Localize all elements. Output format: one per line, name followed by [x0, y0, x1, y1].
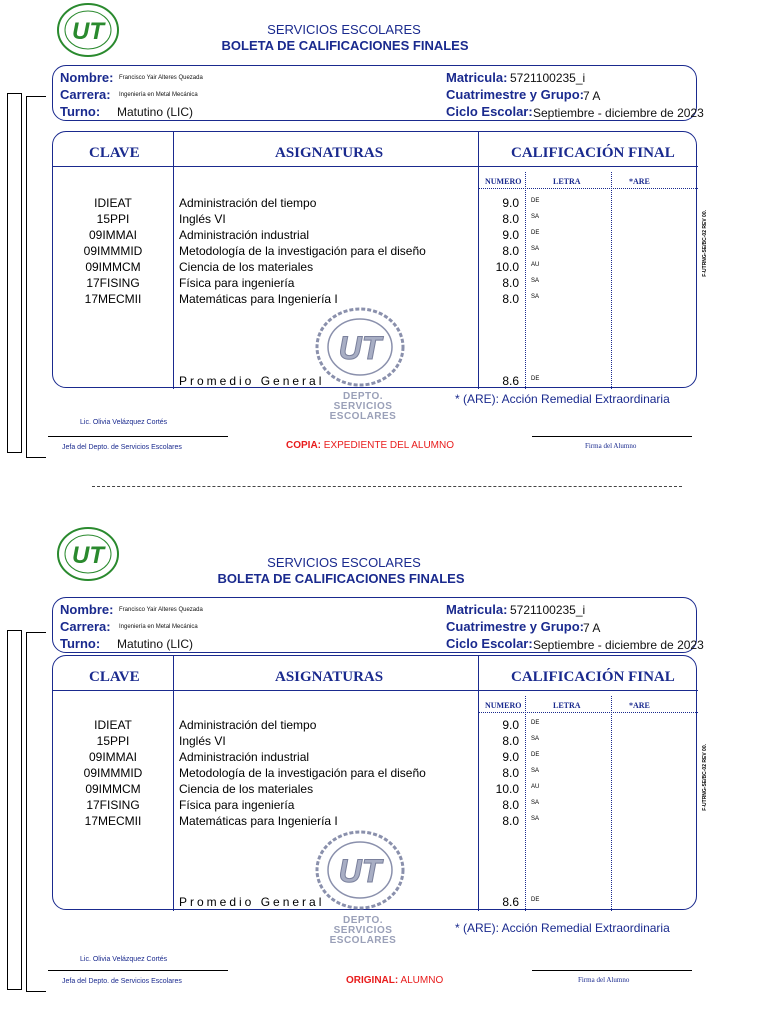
- numero-cell: 8.0: [502, 244, 519, 258]
- letra-cell: SA: [531, 246, 540, 252]
- cut-line: [92, 486, 682, 487]
- divider: [478, 712, 698, 713]
- are-note: * (ARE): Acción Remedial Extraordinaria: [455, 921, 670, 935]
- col-asignaturas-header: ASIGNATURAS: [275, 145, 384, 161]
- asignatura-cell: Matemáticas para Ingeniería I: [179, 814, 338, 828]
- nombre-label: Nombre:: [60, 602, 114, 617]
- stamp-line: SERVICIOS: [333, 925, 393, 936]
- carrera-label: Carrera:: [60, 87, 111, 102]
- svg-text:UT: UT: [72, 542, 104, 569]
- numero-cell: 8.0: [502, 292, 519, 306]
- asignatura-cell: Administración del tiempo: [179, 196, 317, 210]
- col-numero-header: NUMERO: [485, 701, 522, 710]
- carrera-value: Ingeniería en Metal Mecánica: [119, 624, 198, 630]
- numero-cell: 9.0: [502, 750, 519, 764]
- grupo-value: 7 A: [583, 89, 601, 103]
- divider: [478, 188, 698, 189]
- clave-cell: 17FISING: [86, 276, 140, 290]
- asignatura-cell: Física para ingeniería: [179, 798, 295, 812]
- signature-line: [48, 970, 228, 971]
- form-code: F-UTRNG-SE/BC-02 REV 00.: [702, 744, 708, 811]
- signer-title: Jefa del Depto. de Servicios Escolares: [62, 444, 182, 451]
- letra-cell: SA: [531, 800, 540, 806]
- form-code: F-UTRNG-SE/BC-02 REV 00.: [702, 210, 708, 277]
- carrera-value: Ingeniería en Metal Mecánica: [119, 92, 198, 98]
- table-row: [53, 212, 698, 228]
- nombre-label: Nombre:: [60, 70, 114, 85]
- numero-cell: 8.0: [502, 814, 519, 828]
- col-are-header: *ARE: [629, 701, 650, 710]
- are-note: * (ARE): Acción Remedial Extraordinaria: [455, 392, 670, 406]
- clave-cell: 17FISING: [86, 798, 140, 812]
- matricula-label: Matricula:: [446, 70, 508, 85]
- stamp-text: [318, 916, 408, 946]
- copy-type-text: ALUMNO: [398, 975, 444, 986]
- grupo-label: Cuatrimestre y Grupo:: [446, 619, 584, 634]
- student-signature-line: [532, 970, 692, 971]
- svg-text:UT: UT: [72, 18, 104, 45]
- numero-cell: 8.0: [502, 734, 519, 748]
- asignatura-cell: Administración del tiempo: [179, 718, 317, 732]
- col-calificacion-header: CALIFICACIÓN FINAL: [511, 669, 675, 685]
- table-row: [53, 782, 698, 798]
- grupo-value: 7 A: [583, 621, 601, 635]
- student-signature-label: Firma del Alumno: [578, 976, 630, 984]
- asignatura-cell: Administración industrial: [179, 228, 310, 242]
- clave-cell: 15PPI: [96, 212, 130, 226]
- asignatura-cell: Metodología de la investigación para el diseño: [179, 766, 426, 780]
- table-row: [53, 276, 698, 292]
- nombre-value: Francisco Yair Alteres Quezada: [119, 607, 203, 613]
- clave-cell: 09IMMCM: [85, 260, 141, 274]
- signer-title: Jefa del Depto. de Servicios Escolares: [62, 978, 182, 985]
- side-bracket: [7, 630, 22, 990]
- numero-cell: 8.0: [502, 766, 519, 780]
- asignatura-cell: Inglés VI: [179, 734, 226, 748]
- copy-type: [286, 440, 454, 451]
- clave-cell: 09IMMCM: [85, 782, 141, 796]
- student-info-box: [52, 597, 704, 653]
- letra-cell: DE: [531, 230, 540, 236]
- seal-stamp-icon: [314, 305, 406, 390]
- seal-stamp-icon: [314, 828, 406, 913]
- promedio-letra: DE: [531, 376, 540, 382]
- stamp-line: DEPTO.: [342, 915, 384, 926]
- table-row: [53, 798, 698, 814]
- stamp-text: [318, 392, 408, 422]
- header-line2: BOLETA DE CALIFICACIONES FINALES: [221, 38, 469, 53]
- matricula-value: 5721100235_i: [510, 603, 586, 617]
- table-row: [53, 228, 698, 244]
- letra-cell: SA: [531, 294, 540, 300]
- promedio-value: 8.6: [502, 895, 519, 909]
- ciclo-value: Septiembre - diciembre de 2023: [533, 638, 704, 652]
- numero-cell: 8.0: [502, 798, 519, 812]
- table-row: [53, 734, 698, 750]
- grupo-label: Cuatrimestre y Grupo:: [446, 87, 584, 102]
- asignatura-cell: Metodología de la investigación para el diseño: [179, 244, 426, 258]
- numero-cell: 10.0: [495, 782, 519, 796]
- divider: [53, 166, 698, 167]
- stamp-line: ESCOLARES: [329, 411, 397, 422]
- numero-cell: 9.0: [502, 718, 519, 732]
- ciclo-value: Septiembre - diciembre de 2023: [533, 106, 704, 120]
- col-are-header: *ARE: [629, 177, 650, 186]
- clave-cell: 09IMMAI: [88, 228, 137, 242]
- carrera-label: Carrera:: [60, 619, 111, 634]
- matricula-value: 5721100235_i: [510, 71, 586, 85]
- col-letra-header: LETRA: [553, 177, 581, 186]
- letra-cell: AU: [531, 784, 540, 790]
- asignatura-cell: Matemáticas para Ingeniería I: [179, 292, 338, 306]
- stamp-line: DEPTO.: [342, 391, 384, 402]
- divider: [53, 690, 698, 691]
- turno-label: Turno:: [60, 636, 101, 651]
- numero-cell: 8.0: [502, 212, 519, 226]
- svg-text:UT: UT: [338, 853, 382, 889]
- asignatura-cell: Administración industrial: [179, 750, 310, 764]
- table-row: [53, 750, 698, 766]
- clave-cell: 17MECMII: [84, 814, 142, 828]
- col-letra-header: LETRA: [553, 701, 581, 710]
- col-asignaturas-header: ASIGNATURAS: [275, 669, 384, 685]
- signer-name: Lic. Olivia Velázquez Cortés: [80, 419, 168, 426]
- copy-type: [346, 975, 443, 986]
- numero-cell: 8.0: [502, 276, 519, 290]
- asignatura-cell: Ciencia de los materiales: [179, 782, 314, 796]
- promedio-label: Promedio General: [179, 374, 325, 388]
- col-clave-header: CLAVE: [89, 669, 140, 685]
- letra-cell: SA: [531, 278, 540, 284]
- student-signature-label: Firma del Alumno: [585, 442, 637, 450]
- clave-cell: 09IMMMID: [83, 244, 143, 258]
- header-line2: BOLETA DE CALIFICACIONES FINALES: [217, 571, 465, 586]
- col-clave-header: CLAVE: [89, 145, 140, 161]
- copy-type-label: ORIGINAL:: [346, 975, 399, 986]
- ciclo-label: Ciclo Escolar:: [446, 104, 533, 119]
- side-bracket-inner: [26, 632, 46, 992]
- stamp-line: ESCOLARES: [329, 935, 397, 946]
- student-signature-line: [532, 436, 692, 437]
- clave-cell: 17MECMII: [84, 292, 142, 306]
- turno-value: Matutino (LIC): [117, 637, 194, 651]
- letra-cell: DE: [531, 198, 540, 204]
- table-row: [53, 196, 698, 212]
- boleta-copia: [0, 0, 768, 470]
- letra-cell: DE: [531, 720, 540, 726]
- col-calificacion-header: CALIFICACIÓN FINAL: [511, 145, 675, 161]
- clave-cell: 09IMMMID: [83, 766, 143, 780]
- side-bracket: [7, 93, 22, 453]
- table-row: [53, 260, 698, 276]
- svg-text:UT: UT: [338, 330, 382, 366]
- boleta-original: [0, 524, 768, 994]
- numero-cell: 9.0: [502, 228, 519, 242]
- clave-cell: IDIEAT: [94, 718, 132, 732]
- copy-type-label: COPIA:: [286, 440, 321, 451]
- letra-cell: SA: [531, 736, 540, 742]
- asignatura-cell: Inglés VI: [179, 212, 226, 226]
- numero-cell: 10.0: [495, 260, 519, 274]
- letra-cell: SA: [531, 214, 540, 220]
- numero-cell: 9.0: [502, 196, 519, 210]
- student-info-box: [52, 65, 704, 121]
- asignatura-cell: Física para ingeniería: [179, 276, 295, 290]
- col-numero-header: NUMERO: [485, 177, 522, 186]
- turno-value: Matutino (LIC): [117, 105, 194, 119]
- matricula-label: Matricula:: [446, 602, 508, 617]
- header-line1: SERVICIOS ESCOLARES: [267, 22, 421, 37]
- letra-cell: DE: [531, 752, 540, 758]
- copy-type-text: EXPEDIENTE DEL ALUMNO: [321, 440, 454, 451]
- letra-cell: SA: [531, 816, 540, 822]
- stamp-line: SERVICIOS: [333, 401, 393, 412]
- letra-cell: SA: [531, 768, 540, 774]
- ciclo-label: Ciclo Escolar:: [446, 636, 533, 651]
- signer-name: Lic. Olivia Velázquez Cortés: [80, 956, 168, 963]
- table-row: [53, 718, 698, 734]
- nombre-value: Francisco Yair Alteres Quezada: [119, 75, 203, 81]
- promedio-letra: DE: [531, 897, 540, 903]
- asignatura-cell: Ciencia de los materiales: [179, 260, 314, 274]
- clave-cell: 15PPI: [96, 734, 130, 748]
- signature-line: [48, 436, 228, 437]
- promedio-label: Promedio General: [179, 895, 325, 909]
- clave-cell: 09IMMAI: [88, 750, 137, 764]
- clave-cell: IDIEAT: [94, 196, 132, 210]
- side-bracket-inner: [26, 96, 46, 458]
- letra-cell: AU: [531, 262, 540, 268]
- table-row: [53, 244, 698, 260]
- table-row: [53, 766, 698, 782]
- promedio-value: 8.6: [502, 374, 519, 388]
- header-line1: SERVICIOS ESCOLARES: [267, 555, 421, 570]
- turno-label: Turno:: [60, 104, 101, 119]
